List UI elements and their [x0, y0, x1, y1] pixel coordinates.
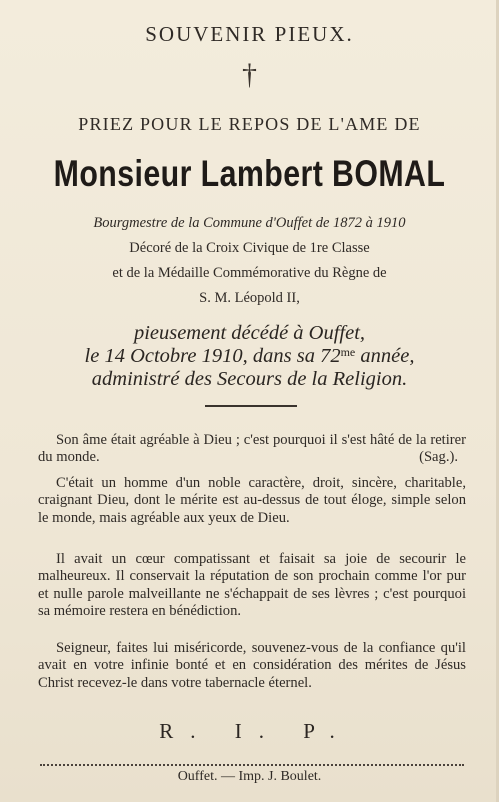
last-rites: administré des Secours de la Religion.	[91, 368, 408, 390]
death-place: pieusement décédé à Ouffet,	[133, 322, 366, 344]
paragraph-heart-text: Il avait un cœur compatissant et faisait sa joie de secourir le malheureux. Il conservait la réputation de son prochain comme l'or pur et nulle parole malveillante ne s'échappait de ses lèvres ; c'est pourquoi sa mémoire restera en bénédiction.	[38, 551, 466, 620]
scripture-reference: (Sag.).	[419, 449, 458, 466]
card-title: SOUVENIR PIEUX.	[145, 22, 354, 46]
paragraph-character-text: C'était un homme d'un noble caractère, droit, sincère, charitable, craignant Dieu, dont le mérite est au-dessus de tout éloge, simple selon le monde, mais agréable aux yeux de Dieu.	[38, 475, 466, 526]
paragraph-soul-text: Son âme était agréable à Dieu ; c'est pourquoi il s'est hâté de la retirer du monde.	[38, 432, 466, 466]
footer-dotted-rule	[40, 764, 464, 766]
paragraph-prayer	[38, 640, 466, 692]
death-date-text: le 14 Octobre 1910, dans sa 72	[84, 345, 341, 367]
divider-rule	[205, 405, 297, 407]
printer-imprint: Ouffet. — Imp. J. Boulet.	[177, 769, 322, 784]
paragraph-soul	[38, 432, 466, 467]
paragraph-character	[38, 475, 466, 527]
rip-text: R. I. P.	[159, 719, 352, 743]
paragraph-heart	[38, 551, 466, 621]
paragraph-prayer-text: Seigneur, faites lui miséricorde, souvenez-vous de la confiance qu'il avait en votre infinie bonté et en considération des mérites de Jésus Christ recevez-le dans votre tabernacle éternel.	[38, 640, 466, 691]
title-decoration: Décoré de la Croix Civique de 1re Classe	[129, 240, 370, 256]
death-date	[0, 345, 499, 368]
deceased-name: Monsieur Lambert BOMAL	[53, 153, 446, 194]
cross-icon: †	[242, 58, 257, 91]
title-burgomaster: Bourgmestre de la Commune d'Ouffet de 1872 à 1910	[93, 215, 406, 231]
death-date-tail: année,	[355, 345, 415, 367]
title-medal: et de la Médaille Commémorative du Règne de	[112, 265, 387, 281]
ordinal-suffix: me	[340, 345, 356, 359]
title-king: S. M. Léopold II,	[199, 290, 300, 306]
prayer-heading: PRIEZ POUR LE REPOS DE L'AME DE	[78, 114, 421, 134]
